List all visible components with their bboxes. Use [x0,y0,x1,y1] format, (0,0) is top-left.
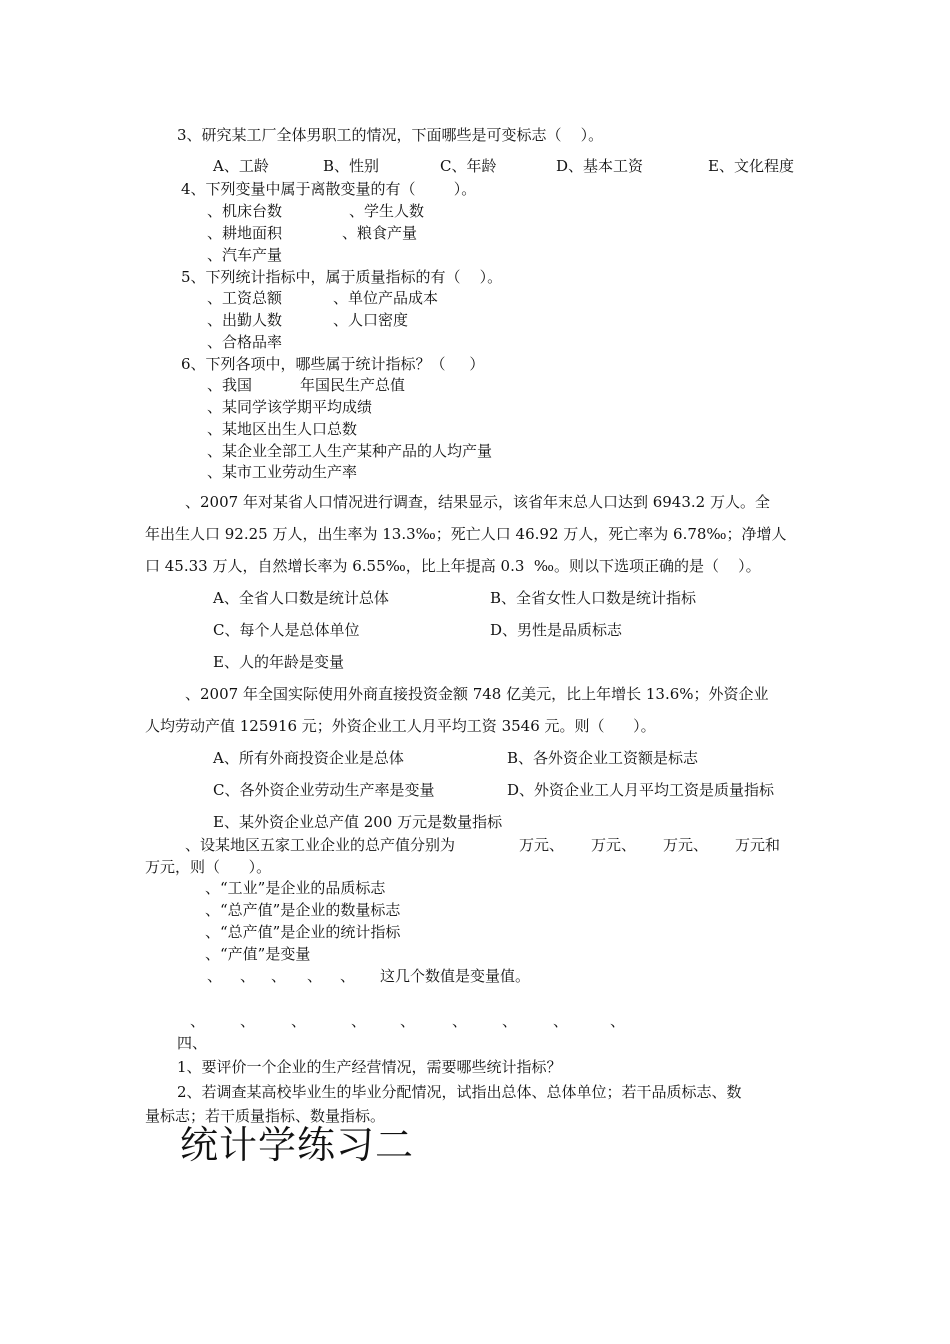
q6-option-1b: 年国民生产总值 [300,376,406,394]
q8-option-c: C、各外资企业劳动生产率是变量 [213,781,435,799]
q8-option-e: E、某外资企业总产值 200 万元是数量指标 [213,813,503,831]
answer-mark-2: 、 [240,1012,256,1030]
q7-line-3: 口 45.33 万人，自然增长率为 6.55‰，比上年提高 0.3 ‰。则以下选项正确的是（ ）。 [145,557,761,575]
q9-unit-3: 万元、 [663,836,709,854]
section-4-question-2-line-1: 2、若调查某高校毕业生的毕业分配情况，试指出总体、总体单位；若干品质标志、数 [177,1083,742,1101]
document-title: 统计学练习二 [180,1123,415,1167]
q5-option-4: 、人口密度 [333,311,409,329]
q9-option-5-mark-2: 、 [240,967,256,985]
q7-line-1: 、2007 年对某省人口情况进行调查，结果显示，该省年末总人口达到 6943.2 万人。全 [185,493,770,511]
q9-option-5-mark-3: 、 [271,967,287,985]
q5-option-3: 、出勤人数 [207,311,283,329]
q7-option-c: C、每个人是总体单位 [213,621,360,639]
section-4-heading: 四、 [177,1034,208,1052]
q8-option-d: D、外资企业工人月平均工资是质量指标 [507,781,775,799]
q3-option-a: A、工龄 [213,157,269,175]
q9-unit-1: 万元、 [519,836,565,854]
q3-stem: 3、研究某工厂全体男职工的情况，下面哪些是可变标志（ ）。 [177,126,604,144]
q4-option-3: 、耕地面积 [207,224,283,242]
q9-unit-2: 万元、 [591,836,637,854]
q9-unit-4: 万元和 [735,836,781,854]
q7-option-a: A、全省人口数是统计总体 [213,589,389,607]
q3-option-b: B、性别 [323,157,380,175]
answer-mark-5: 、 [400,1012,416,1030]
q5-option-5: 、合格品率 [207,333,283,351]
q4-option-4: 、粮食产量 [342,224,418,242]
q8-line-1: 、2007 年全国实际使用外商直接投资金额 748 亿美元，比上年增长 13.6%；外资企业 [185,685,769,703]
q8-option-b: B、各外资企业工资额是标志 [507,749,699,767]
q8-option-a: A、所有外商投资企业是总体 [213,749,404,767]
q9-option-5-mark-1: 、 [207,967,223,985]
q9-line-1: 、设某地区五家工业企业的总产值分别为 [185,836,456,854]
answer-mark-3: 、 [291,1012,307,1030]
q8-line-2: 人均劳动产值 125916 元；外资企业工人月平均工资 3546 元。则（ ）。 [145,717,656,735]
q4-option-5: 、汽车产量 [207,246,283,264]
q7-option-e: E、人的年龄是变量 [213,653,344,671]
q5-option-2: 、单位产品成本 [333,289,439,307]
q7-option-d: D、男性是品质标志 [490,621,623,639]
q9-option-4: 、“产值”是变量 [205,945,311,963]
q6-option-1a: 、我国 [207,376,253,394]
q9-option-5-mark-4: 、 [307,967,323,985]
q3-option-e: E、文化程度 [708,157,794,175]
answer-mark-4: 、 [351,1012,367,1030]
q4-option-2: 、学生人数 [349,202,425,220]
q7-option-b: B、全省女性人口数是统计指标 [490,589,697,607]
q5-stem: 5、下列统计指标中，属于质量指标的有（ ）。 [181,268,503,286]
q6-option-4: 、某企业全部工人生产某种产品的人均产量 [207,442,493,460]
answer-mark-7: 、 [502,1012,518,1030]
q9-option-1: 、“工业”是企业的品质标志 [205,879,386,897]
q4-stem: 4、下列变量中属于离散变量的有（ ）。 [181,180,477,198]
q9-option-5-mark-5: 、 [340,967,356,985]
q4-option-1: 、机床台数 [207,202,283,220]
section-4-question-2-line-2: 量标志；若干质量指标、数量指标。 [145,1107,386,1125]
q5-option-1: 、工资总额 [207,289,283,307]
q6-option-2: 、某同学该学期平均成绩 [207,398,373,416]
q7-line-2: 年出生人口 92.25 万人，出生率为 13.3‰；死亡人口 46.92 万人，死亡率为 6.78‰；净增人 [145,525,787,543]
section-4-question-1: 1、要评价一个企业的生产经营情况，需要哪些统计指标？ [177,1058,562,1076]
q3-option-c: C、年龄 [440,157,497,175]
answer-mark-9: 、 [610,1012,626,1030]
q9-option-2: 、“总产值”是企业的数量标志 [205,901,401,919]
q3-option-d: D、基本工资 [556,157,644,175]
q9-line-2: 万元，则（ ）。 [145,858,272,876]
answer-mark-1: 、 [190,1012,206,1030]
q6-option-5: 、某市工业劳动生产率 [207,463,358,481]
q9-option-3: 、“总产值”是企业的统计指标 [205,923,401,941]
answer-mark-8: 、 [553,1012,569,1030]
q6-option-3: 、某地区出生人口总数 [207,420,358,438]
q9-option-5-text: 这几个数值是变量值。 [380,967,531,985]
answer-mark-6: 、 [452,1012,468,1030]
q6-stem: 6、下列各项中，哪些属于统计指标？（ ） [181,355,485,373]
